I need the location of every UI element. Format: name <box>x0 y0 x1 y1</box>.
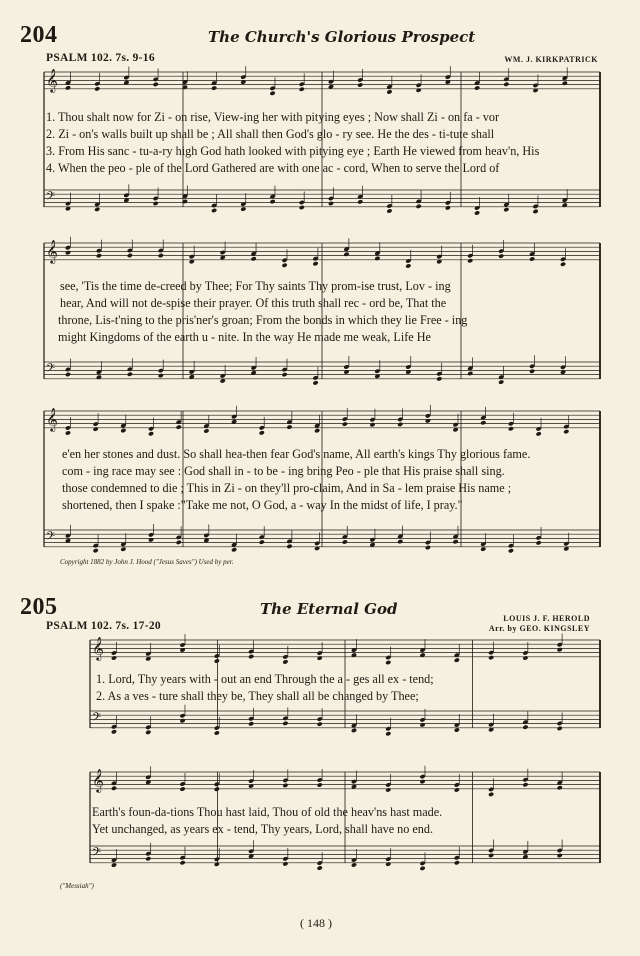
treble-notehead <box>369 422 375 427</box>
bass-notehead <box>357 199 363 204</box>
page-number: ( 148 ) <box>300 916 332 930</box>
treble-notehead <box>148 431 154 436</box>
lyric-line: Yet unchanged, as years ex - tend, Thy years, Lord, shall have no end. <box>92 822 434 836</box>
treble-notehead <box>251 256 257 261</box>
treble-notehead <box>454 658 460 663</box>
treble-notehead <box>65 430 71 435</box>
bass-notehead <box>179 718 185 723</box>
bass-notehead <box>145 730 151 735</box>
treble-notehead <box>454 787 460 792</box>
treble-notehead <box>357 82 363 87</box>
psalm-reference-205: PSALM 102. 7s. 17-20 <box>46 620 161 632</box>
bass-notehead <box>248 721 254 726</box>
hymn-number-204: 204 <box>20 22 58 48</box>
treble-notehead <box>562 81 568 86</box>
treble-notehead <box>508 426 514 431</box>
bass-notehead <box>454 860 460 865</box>
bass-notehead <box>153 201 159 206</box>
bass-notehead <box>342 539 348 544</box>
treble-notehead <box>282 659 288 664</box>
bass-notehead <box>508 548 514 553</box>
bass-notehead <box>480 546 486 551</box>
treble-notehead <box>282 783 288 788</box>
bass-notehead <box>312 380 318 385</box>
bass-notehead <box>93 548 99 553</box>
bass-notehead <box>419 866 425 871</box>
bass-notehead <box>536 540 542 545</box>
treble-notehead <box>176 424 182 429</box>
bass-notehead <box>214 730 220 735</box>
bass-notehead <box>498 379 504 384</box>
treble-notehead <box>416 88 422 93</box>
bass-notehead <box>111 862 117 867</box>
treble-clef-icon: 𝄞 <box>46 239 58 263</box>
hymn-title-204: The Church's Glorious Prospect <box>208 28 476 46</box>
treble-notehead <box>425 418 431 423</box>
bass-notehead <box>317 721 323 726</box>
treble-notehead <box>480 420 486 425</box>
bass-notehead <box>419 722 425 727</box>
treble-notehead <box>560 262 566 267</box>
bass-clef-icon: 𝄢 <box>46 362 56 378</box>
composer-205-line1: LOUIS J. F. HEROLD <box>503 614 590 623</box>
treble-notehead <box>557 647 563 652</box>
treble-notehead <box>314 428 320 433</box>
lyric-line: 1. Thou shalt now for Zi - on rise, View-ing her with pitying eyes ; Now shall Zi - on fa - vor <box>46 110 500 124</box>
bass-notehead <box>127 372 133 377</box>
treble-notehead <box>65 250 71 255</box>
bass-notehead <box>111 729 117 734</box>
bass-notehead <box>240 206 246 211</box>
treble-notehead <box>386 89 392 94</box>
treble-notehead <box>111 655 117 660</box>
lyric-line: Earth's foun-da-tions Thou hast laid, Thou of old the heav'ns hast made. <box>92 805 443 819</box>
lyric-line: 2. As a ves - ture shall they be, They shall all be changed by Thee; <box>96 689 419 703</box>
lyric-line: 2. Zi - on's walls built up shall be ; All shall then God's glo - ry see. He the des - ti-tute shall <box>46 127 495 141</box>
bass-notehead <box>474 210 480 215</box>
lyric-line: e'en her stones and dust. So shall hea-then fear God's name, All earth's kings Thy glorious fame. <box>62 447 531 461</box>
bass-notehead <box>282 861 288 866</box>
bass-notehead <box>522 725 528 730</box>
treble-notehead <box>419 779 425 784</box>
psalm-reference-204: PSALM 102. 7s. 9-16 <box>46 52 155 64</box>
treble-notehead <box>529 256 535 261</box>
lyric-line: those condemned to die ; This in Zi - on they'll pro-claim, And in Sa - lem praise His name ; <box>62 481 512 495</box>
bass-notehead <box>557 853 563 858</box>
lyric-line: 4. When the peo - ple of the Lord Gathered are with one ac - cord, When to serve the Lord of <box>46 161 500 175</box>
bass-notehead <box>148 537 154 542</box>
bass-notehead <box>488 853 494 858</box>
treble-notehead <box>522 655 528 660</box>
bass-clef-icon: 𝄢 <box>46 190 56 206</box>
bass-notehead <box>145 856 151 861</box>
treble-notehead <box>397 422 403 427</box>
bass-notehead <box>328 201 334 206</box>
treble-notehead <box>312 261 318 266</box>
treble-notehead <box>94 86 100 91</box>
bass-notehead <box>94 207 100 212</box>
treble-notehead <box>269 91 275 96</box>
bass-notehead <box>286 544 292 549</box>
bass-notehead <box>385 861 391 866</box>
treble-notehead <box>536 431 542 436</box>
treble-notehead <box>317 655 323 660</box>
bass-notehead <box>65 372 71 377</box>
lyric-line: hear, And will not de-spise their prayer. Of this truth shall rec - ord be, That the <box>60 296 447 310</box>
treble-notehead <box>522 782 528 787</box>
treble-notehead <box>488 655 494 660</box>
treble-notehead <box>385 660 391 665</box>
bass-notehead <box>158 373 164 378</box>
treble-notehead <box>342 421 348 426</box>
bass-notehead <box>416 204 422 209</box>
treble-notehead <box>259 430 265 435</box>
treble-clef-icon: 𝄞 <box>92 636 104 660</box>
bass-notehead <box>214 862 220 867</box>
bass-notehead <box>351 728 357 733</box>
bass-notehead <box>259 540 265 545</box>
treble-notehead <box>248 654 254 659</box>
treble-notehead <box>563 429 569 434</box>
lyric-line: might Kingdoms of the earth u - nite. In the way He made me weak, Life He <box>58 330 431 344</box>
bass-notehead <box>281 372 287 377</box>
bass-notehead <box>120 547 126 552</box>
bass-notehead <box>532 209 538 214</box>
bass-notehead <box>425 545 431 550</box>
lyric-line: throne, Lis-t'ning to the pris'ner's groan; From the bonds in which they lie Free - ing <box>58 313 468 327</box>
hymn-title-205: The Eternal God <box>260 600 398 618</box>
lyric-line: shortened, then I spake :"Take me not, O God, a - way In the midst of life, I pray." <box>62 498 463 512</box>
treble-notehead <box>93 426 99 431</box>
treble-notehead <box>503 82 509 87</box>
treble-notehead <box>299 87 305 92</box>
treble-notehead <box>281 263 287 268</box>
lyric-line: 3. From His sanc - tu-a-ry high God hath looked with pitying eye ; Earth He viewed from heav'n, His <box>46 144 540 158</box>
bass-notehead <box>503 207 509 212</box>
bass-clef-icon: 𝄢 <box>92 711 102 727</box>
treble-notehead <box>120 428 126 433</box>
treble-notehead <box>467 258 473 263</box>
treble-notehead <box>111 786 117 791</box>
bass-clef-icon: 𝄢 <box>46 530 56 546</box>
composer-204: WM. J. KIRKPATRICK <box>504 55 598 64</box>
treble-notehead <box>214 658 220 663</box>
treble-notehead <box>474 85 480 90</box>
bass-notehead <box>179 860 185 865</box>
treble-notehead <box>286 424 292 429</box>
bass-notehead <box>557 726 563 731</box>
bass-notehead <box>282 721 288 726</box>
bass-notehead <box>211 208 217 213</box>
bass-notehead <box>436 376 442 381</box>
treble-notehead <box>498 253 504 258</box>
bass-notehead <box>385 731 391 736</box>
treble-notehead <box>374 256 380 261</box>
treble-notehead <box>96 253 102 258</box>
bass-notehead <box>317 865 323 870</box>
treble-notehead <box>488 792 494 797</box>
treble-notehead <box>158 253 164 258</box>
lyric-line: 1. Lord, Thy years with - out an end Through the a - ges all ex - tend; <box>96 672 434 686</box>
bass-notehead <box>299 205 305 210</box>
treble-notehead <box>317 782 323 787</box>
tune-name: ("Messiah") <box>60 882 94 890</box>
treble-notehead <box>65 85 71 90</box>
treble-notehead <box>203 428 209 433</box>
bass-notehead <box>452 539 458 544</box>
treble-notehead <box>127 253 133 258</box>
bass-notehead <box>176 540 182 545</box>
treble-notehead <box>214 787 220 792</box>
lyric-line: com - ing race may see : God shall in - to be - ing bring Peo - ple that His praise shall sing. <box>62 464 505 478</box>
bass-notehead <box>454 727 460 732</box>
hymn-number-205: 205 <box>20 594 58 620</box>
composer-205-line2: Arr. by GEO. KINGSLEY <box>488 624 590 633</box>
treble-notehead <box>248 783 254 788</box>
bass-clef-icon: 𝄢 <box>92 846 102 862</box>
treble-notehead <box>179 786 185 791</box>
copyright-notice: Copyright 1882 by John J. Hood ("Jesus Saves") Used by per. <box>60 558 234 566</box>
bass-notehead <box>386 208 392 213</box>
treble-notehead <box>557 785 563 790</box>
bass-notehead <box>467 371 473 376</box>
treble-notehead <box>385 787 391 792</box>
bass-notehead <box>529 369 535 374</box>
bass-notehead <box>397 539 403 544</box>
treble-notehead <box>343 252 349 257</box>
treble-notehead <box>405 263 411 268</box>
lyric-line: see, 'Tis the time de-creed by Thee; For Thy saints Thy prom-ise trust, Lov - ing <box>60 279 451 293</box>
treble-notehead <box>153 82 159 87</box>
treble-clef-icon: 𝄞 <box>92 768 104 792</box>
bass-notehead <box>231 547 237 552</box>
treble-clef-icon: 𝄞 <box>46 407 58 431</box>
treble-clef-icon: 𝄞 <box>46 68 58 92</box>
treble-notehead <box>211 85 217 90</box>
bass-notehead <box>269 199 275 204</box>
bass-notehead <box>445 205 451 210</box>
